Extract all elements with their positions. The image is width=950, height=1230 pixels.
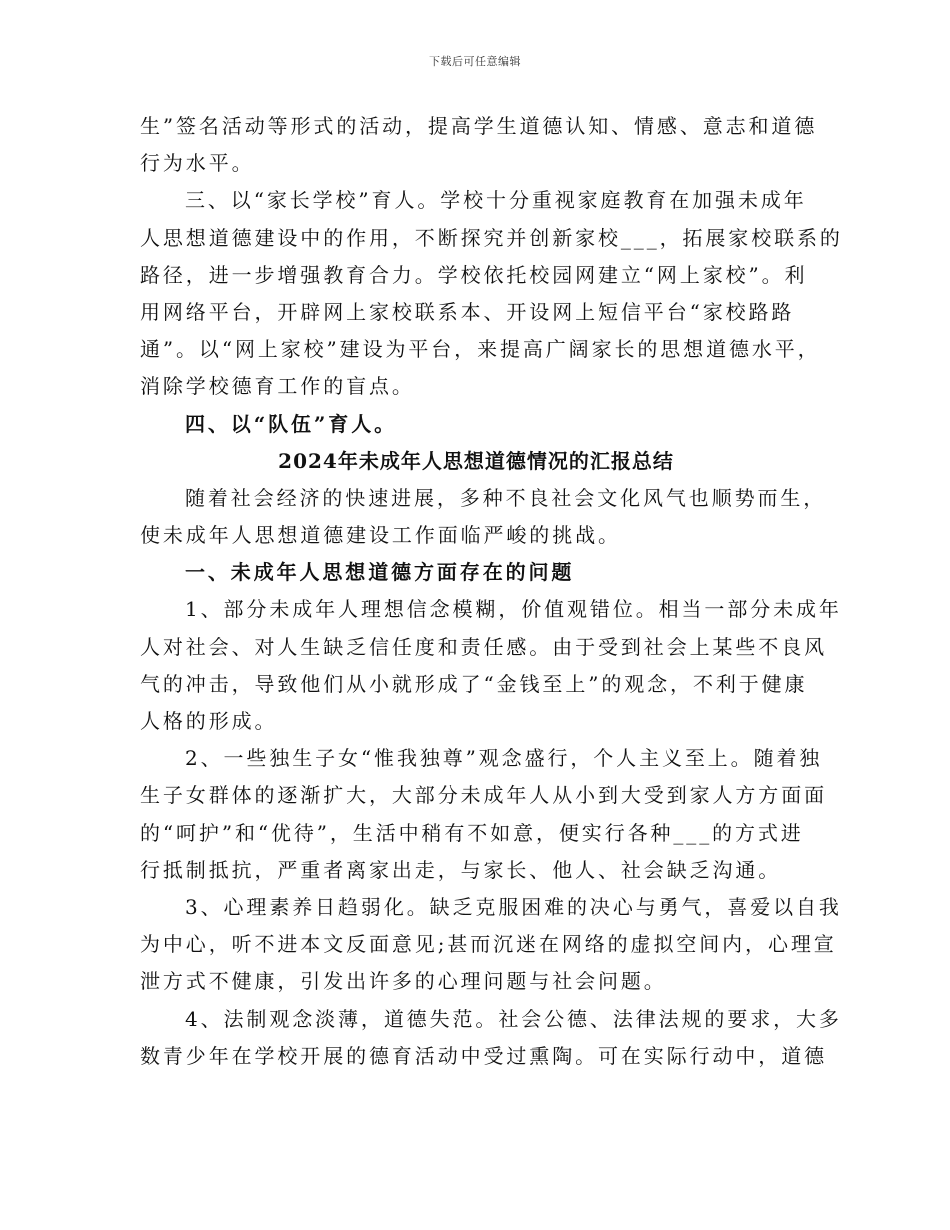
- text-line: 四、以“队伍”育人。: [185, 411, 398, 436]
- text-line: 4、法制观念淡薄，道德失范。社会公德、法律法规的要求，大多: [185, 1006, 842, 1031]
- text-line: 的“呵护”和“优待”，生活中稍有不如意，便实行各种___的方式进: [140, 820, 804, 845]
- text-line: 消除学校德育工作的盲点。: [140, 374, 415, 399]
- text-line: 一、未成年人思想道德方面存在的问题: [185, 560, 575, 585]
- text-line: 泄方式不健康，引发出许多的心理问题与社会问题。: [140, 969, 667, 994]
- text-line: 用网络平台，开辟网上家校联系本、开设网上短信平台“家校路路: [140, 299, 795, 324]
- text-line: 生”签名活动等形式的活动，提高学生道德认知、情感、意志和道德: [140, 114, 818, 138]
- text-line: 三、以“家长学校”育人。学校十分重视家庭教育在加强未成年: [185, 188, 807, 213]
- text-line: 通”。以“网上家校”建设为平台，来提高广阔家长的思想道德水平，: [140, 337, 821, 362]
- text-line: 气的冲击，导致他们从小就形成了“金钱至上”的观念，不利于健康: [140, 671, 808, 696]
- document-title: 2024年未成年人思想道德情况的汇报总结: [278, 448, 674, 473]
- text-line: 人格的形成。: [140, 709, 278, 733]
- text-line: 随着社会经济的快速进展，多种不良社会文化风气也顺势而生，: [185, 485, 827, 510]
- text-line: 人对社会、对人生缺乏信任度和责任感。由于受到社会上某些不良风: [140, 634, 827, 659]
- text-line: 生子女群体的逐渐扩大，大部分未成年人从小到大受到家人方方面面: [140, 783, 827, 808]
- text-line: 行抵制抵抗，严重者离家出走，与家长、他人、社会缺乏沟通。: [140, 857, 782, 882]
- text-line: 1、部分未成年人理想信念模糊，价值观错位。相当一部分未成年: [185, 597, 842, 622]
- text-line: 数青少年在学校开展的德育活动中受过熏陶。可在实际行动中，道德: [140, 1043, 827, 1068]
- text-line: 3、心理素养日趋弱化。缺乏克服困难的决心与勇气，喜爱以自我: [185, 894, 842, 919]
- text-line: 人思想道德建设中的作用，不断探究并创新家校___，拓展家校联系的: [140, 225, 843, 250]
- text-line: 2、一些独生子女“惟我独尊”观念盛行，个人主义至上。随着独: [185, 746, 823, 771]
- text-line: 为中心，听不进本文反面意见;甚而沉迷在网络的虚拟空间内，心理宣: [140, 932, 837, 957]
- text-line: 行为水平。: [140, 151, 255, 176]
- document-body: [140, 108, 843, 1075]
- page-header-note: 下载后可任意编辑: [429, 55, 521, 68]
- text-line: 路径，进一步增强教育合力。学校依托校园网建立“网上家校”。利: [140, 262, 808, 287]
- text-line: 使未成年人思想道德建设工作面临严峻的挑战。: [140, 523, 621, 548]
